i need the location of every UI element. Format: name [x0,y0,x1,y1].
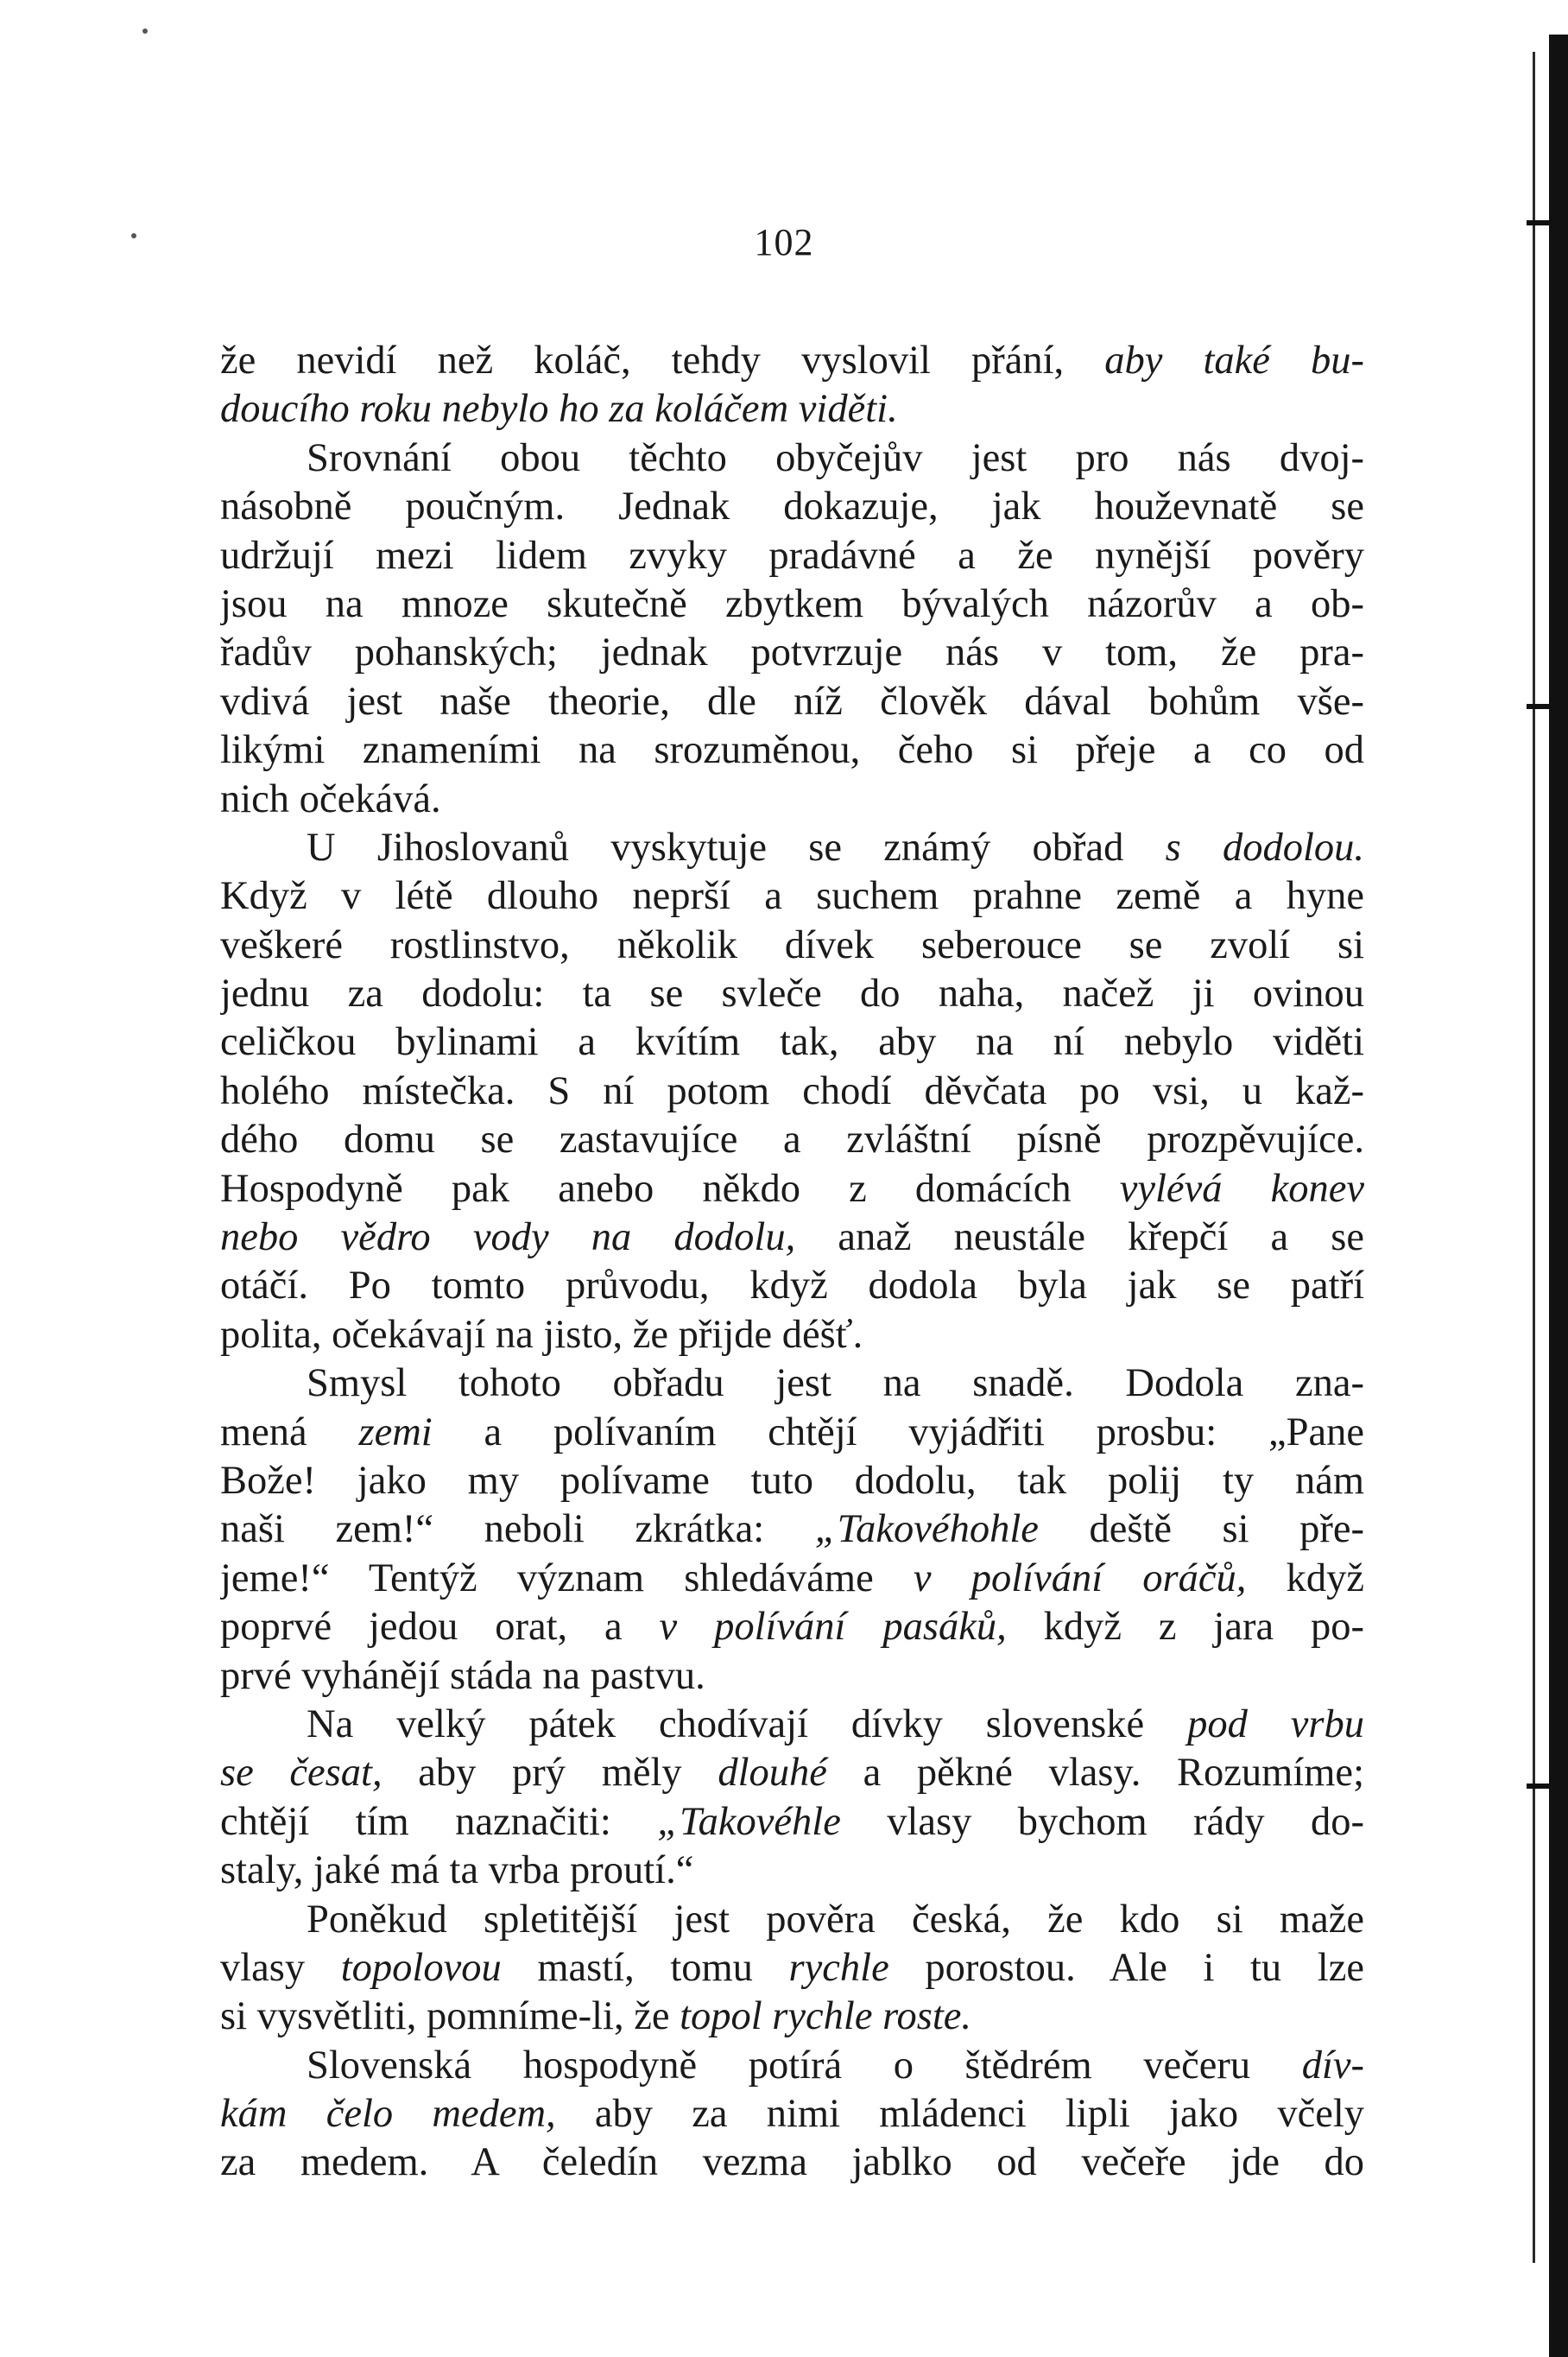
text-span: jsou na mnoze skutečně zbytkem bývalých názorův a ob- [220,581,1364,626]
text-span: vdivá jest naše theorie, dle níž člověk dával bohům vše- [220,679,1364,724]
text-span: otáčí. Po tomto průvodu, když dodola byla jak se patří [220,1264,1364,1308]
text-line [220,337,1364,385]
scan-tick [1527,1784,1549,1789]
text-line [220,1262,1364,1310]
text-line [220,1798,1364,1847]
text-span: holého místečka. S ní potom chodí děvčata po vsi, u kaž- [220,1068,1364,1113]
text-span: U Jihoslovanů vyskytuje se známý obřad [307,825,1166,870]
italic-text: nebo vědro vody na dodolu, [220,1215,796,1260]
text-span: Bože! jako my polívame tuto dodolu, tak polij ty nám [220,1458,1364,1503]
text-line [220,1457,1364,1505]
text-span: aby prý měly [382,1751,718,1796]
text-span: aby za nimi mládenci lipli jako včely [555,2092,1364,2137]
text-line [220,1409,1364,1457]
text-line [220,1068,1364,1116]
text-span: jednu za dodolu: ta se svleče do naha, načež ji ovinou [220,972,1364,1017]
text-span: anaž neustále křepčí a se [795,1215,1364,1260]
text-span: Na velký pátek chodívají dívky slovenské [307,1701,1188,1746]
text-span: udržují mezi lidem zvyky pradávné a že nynější pověry [220,533,1364,578]
text-span: naši zem!“ neboli zkrátka: [220,1507,815,1552]
text-line [220,1603,1364,1651]
text-span: jeme!“ Tentýž význam shledáváme [220,1555,914,1600]
text-line [220,1701,1364,1749]
text-span: polita, očekávají na jisto, že přijde déšť. [220,1312,863,1357]
text-span: veškeré rostlinstvo, několik dívek seberouce se zvolí si [220,922,1364,967]
text-line [220,1213,1364,1262]
text-span: Poněkud spletitější jest pověra česká, že kdo si maže [307,1897,1364,1942]
text-span: když [1246,1555,1364,1600]
italic-text: dlouhé [718,1751,827,1796]
text-span: mená [220,1410,359,1454]
text-line [220,726,1364,775]
text-line [220,2138,1364,2187]
page-number: 102 [754,221,814,263]
text-span: vlasy [220,1945,341,1990]
text-span: likými znameními na srozuměnou, čeho si přeje a co od [220,728,1364,773]
scan-dust [142,29,148,34]
text-line [220,1652,1364,1701]
text-line [220,824,1364,872]
text-line [220,532,1364,580]
text-span: vlasy bychom rády do- [840,1799,1364,1844]
text-line [220,2090,1364,2138]
text-line [220,678,1364,726]
text-span: že nevidí než koláč, tehdy vyslovil přání, [220,339,1105,383]
text-span: násobně poučným. Jednak dokazuje, jak houževnatě se [220,485,1364,529]
scan-tick [1527,704,1549,709]
italic-text: v polívání oráčů, [913,1555,1247,1600]
text-line [220,1359,1364,1408]
text-line [220,970,1364,1018]
italic-text: kám čelo medem, [220,2092,556,2137]
italic-text: s dodolou. [1165,825,1364,870]
text-span: když z jara po- [1006,1605,1364,1650]
text-line [220,872,1364,921]
italic-text: doucího roku nebylo ho za koláčem viděti. [220,387,898,432]
italic-text: zemi [358,1410,433,1454]
text-line [220,1993,1364,2041]
text-span: celičkou bylinami a kvítím tak, aby na ní nebylo viděti [220,1020,1364,1065]
text-span: porostou. Ale i tu lze [888,1945,1364,1990]
text-span: Smysl tohoto obřadu jest na snadě. Dodola zna- [307,1361,1364,1406]
scan-edge [1549,35,1568,2357]
text-span: mastí, tomu [501,1945,789,1990]
text-span: Hospodyně pak anebo někdo z domácích [220,1166,1120,1211]
text-line [220,1555,1364,1603]
italic-text: vylévá konev [1119,1166,1364,1211]
text-line [220,580,1364,629]
text-span: chtějí tím naznačiti: [220,1799,658,1844]
text-line [220,1311,1364,1359]
text-span: řadův pohanských; jednak potvrzuje nás v tom, že pra- [220,630,1364,675]
text-line [220,922,1364,970]
text-line [220,2042,1364,2090]
italic-text: topolovou [340,1945,502,1990]
text-span: prvé vyhánějí stáda na pastvu. [220,1653,705,1698]
text-span: a pěkné vlasy. Rozumíme; [826,1751,1364,1796]
text-line [220,483,1364,531]
text-line [220,434,1364,483]
italic-text: v polívání pasáků, [659,1605,1007,1650]
body-text [220,337,1364,2188]
text-span: dého domu se zastavujíce a zvláštní písně prozpěvujíce. [220,1118,1364,1163]
scan-edge-line [1533,52,1535,2263]
text-span: za medem. A čeledín vezma jablko od večeře jde do [220,2140,1364,2185]
italic-text: „Takovéhohle [814,1507,1039,1552]
italic-text: pod vrbu [1187,1701,1364,1746]
text-line [220,1944,1364,1993]
text-line [220,1165,1364,1213]
text-span: Když v létě dlouho neprší a suchem prahne země a hyne [220,874,1364,919]
text-line [220,776,1364,824]
text-line [220,1896,1364,1944]
text-line [220,629,1364,677]
text-line [220,1116,1364,1164]
italic-text: se česat, [220,1751,383,1796]
text-span: Srovnání obou těchto obyčejův jest pro nás dvoj- [307,435,1364,480]
text-span: a polívaním chtějí vyjádřiti prosbu: „Pane [432,1410,1364,1454]
text-line [220,1018,1364,1067]
text-span: nich očekává. [220,776,441,821]
italic-text: „Takovéhle [657,1799,841,1844]
italic-text: rychle [788,1945,889,1990]
italic-text: topol rychle roste. [680,1994,972,2039]
text-span: poprvé jedou orat, a [220,1605,660,1650]
text-span: staly, jaké má ta vrba proutí.“ [220,1848,694,1893]
text-span: Slovenská hospodyně potírá o štědrém večeru [307,2043,1302,2088]
text-line [220,1749,1364,1797]
text-span: si vysvětliti, pomníme-li, že [220,1994,680,2039]
text-line [220,1847,1364,1895]
text-line [220,1505,1364,1554]
text-line [220,385,1364,434]
italic-text: aby také bu- [1104,339,1364,383]
text-span: deště si pře- [1038,1507,1364,1552]
italic-text: dív- [1301,2043,1364,2088]
